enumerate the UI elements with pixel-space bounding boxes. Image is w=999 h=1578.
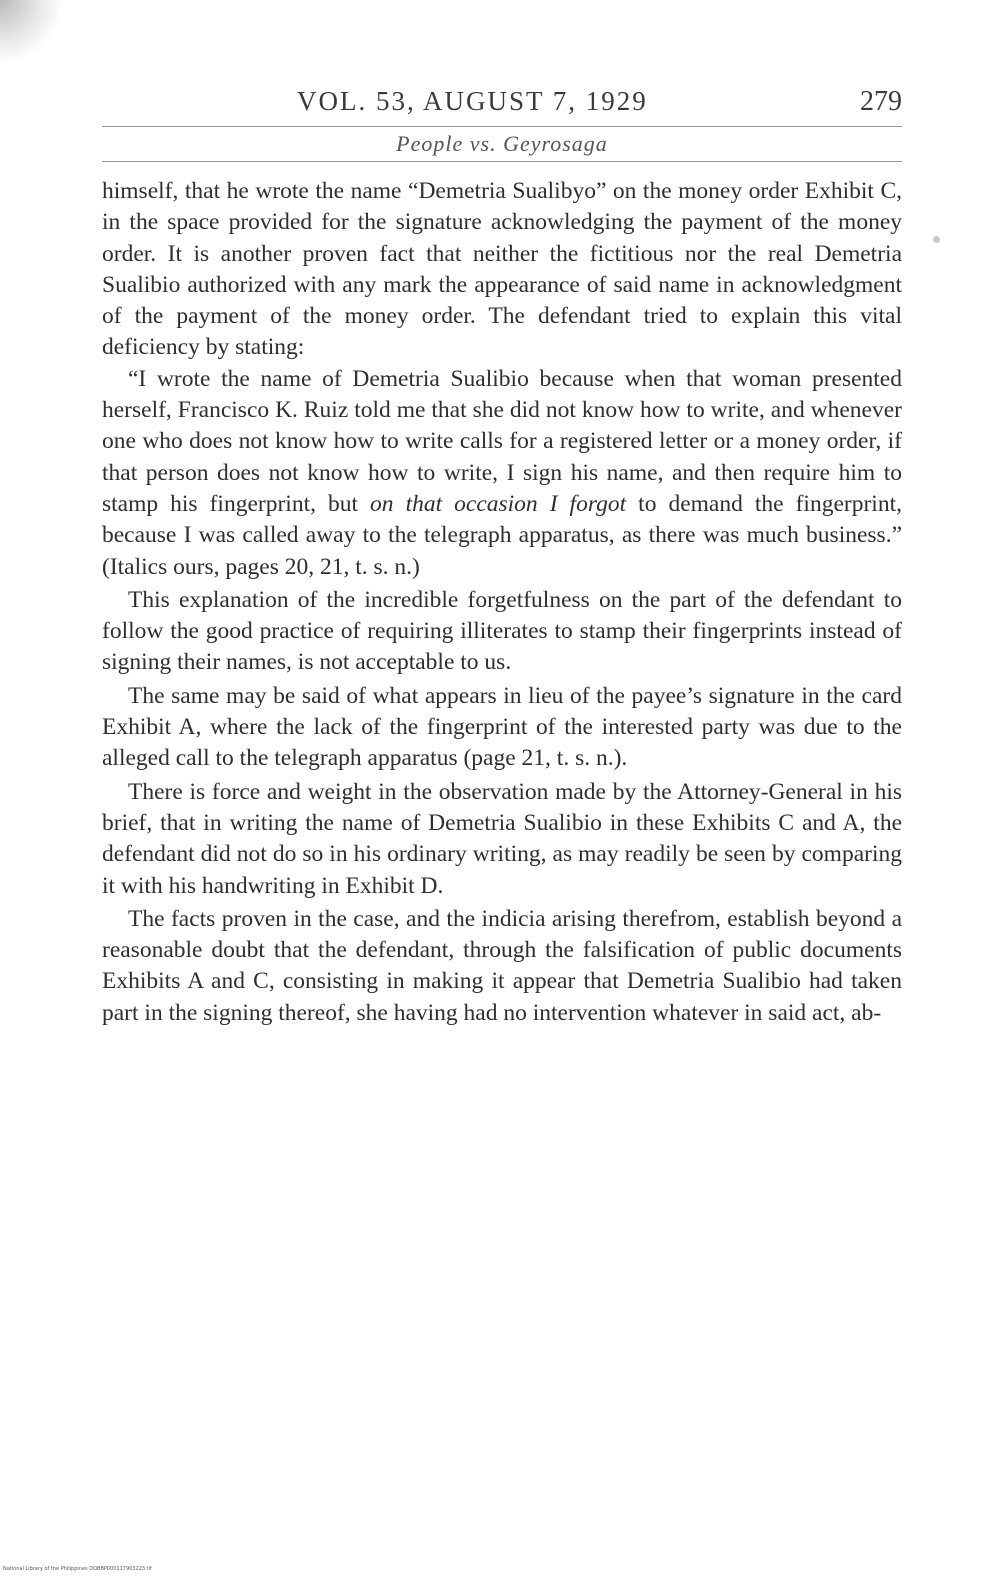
body-text: [102, 176, 902, 1029]
header-rule-bottom: [102, 161, 902, 162]
paragraph-continuation: himself, that he wrote the name “Demetria Sualibyo” on the money order Exhibit C, in the space provided for the signature acknowledging the payment of the money order. It is another proven fact that neither the fictitious nor the real Demetria Sualibio authorized with any mark the appearance of said name in acknowledgment of the payment of the money order. The defendant tried to explain this vital deficiency by stating:: [102, 178, 902, 361]
scan-edge-shadow: [0, 0, 60, 60]
paragraph-attorney-general: There is force and weight in the observation made by the Attorney-General in his brief, that in writing the name of Demetria Sualibio in these Exhibits C and A, the defendant did not do so in his ordinary writing, as may readily be seen by comparing it with his handwriting in Exhibit D.: [102, 778, 902, 899]
scan-credit: National Library of the Philippines DOBBP000117903223.tif: [3, 1566, 152, 1572]
case-title: People vs. Geyrosaga: [396, 131, 608, 156]
running-head: [102, 80, 902, 126]
scan-speck: [933, 236, 940, 243]
quote-text-before: “I wrote the name of Demetria Sualibio because when that woman presented herself, Francisco K. Ruiz told me that she did not know how to write, and whenever one who does not know how to write calls for a registered letter or a money order, if that person does not know how to write, I sign his name, and then require him to stamp his fingerprint, but: [102, 365, 902, 517]
page: [102, 80, 902, 1029]
page-number: 279: [860, 86, 902, 117]
paragraph-exhibit-a: The same may be said of what appears in lieu of the payee’s signature in the card Exhibit A, where the lack of the fingerprint of the interested party was due to the alleged call to the telegraph apparatus (page 21, t. s. n.).: [102, 682, 902, 772]
quote-text-after: to demand the fingerprint, because I was called away to the telegraph apparatus, as there was much business.” (Italics ours, pages 20, 21, t. s. n.): [102, 490, 902, 580]
paragraph-conclusion: The facts proven in the case, and the indicia arising therefrom, establish beyond a reasonable doubt that the defendant, through the falsification of public documents Exhibits A and C, consisting in making it appear that Demetria Sualibio had taken part in the signing thereof, she having had no intervention whatever in said act, ab-: [102, 905, 902, 1026]
quoted-testimony: [102, 364, 902, 583]
running-title: VOL. 53, AUGUST 7, 1929: [297, 86, 648, 116]
paragraph-explanation: This explanation of the incredible forgetfulness on the part of the defendant to follow the good practice of requiring illiterates to stamp their fingerprints instead of signing their names, is not acceptable to us.: [102, 586, 902, 676]
quote-italic-text: on that occasion I forgot: [370, 490, 627, 517]
